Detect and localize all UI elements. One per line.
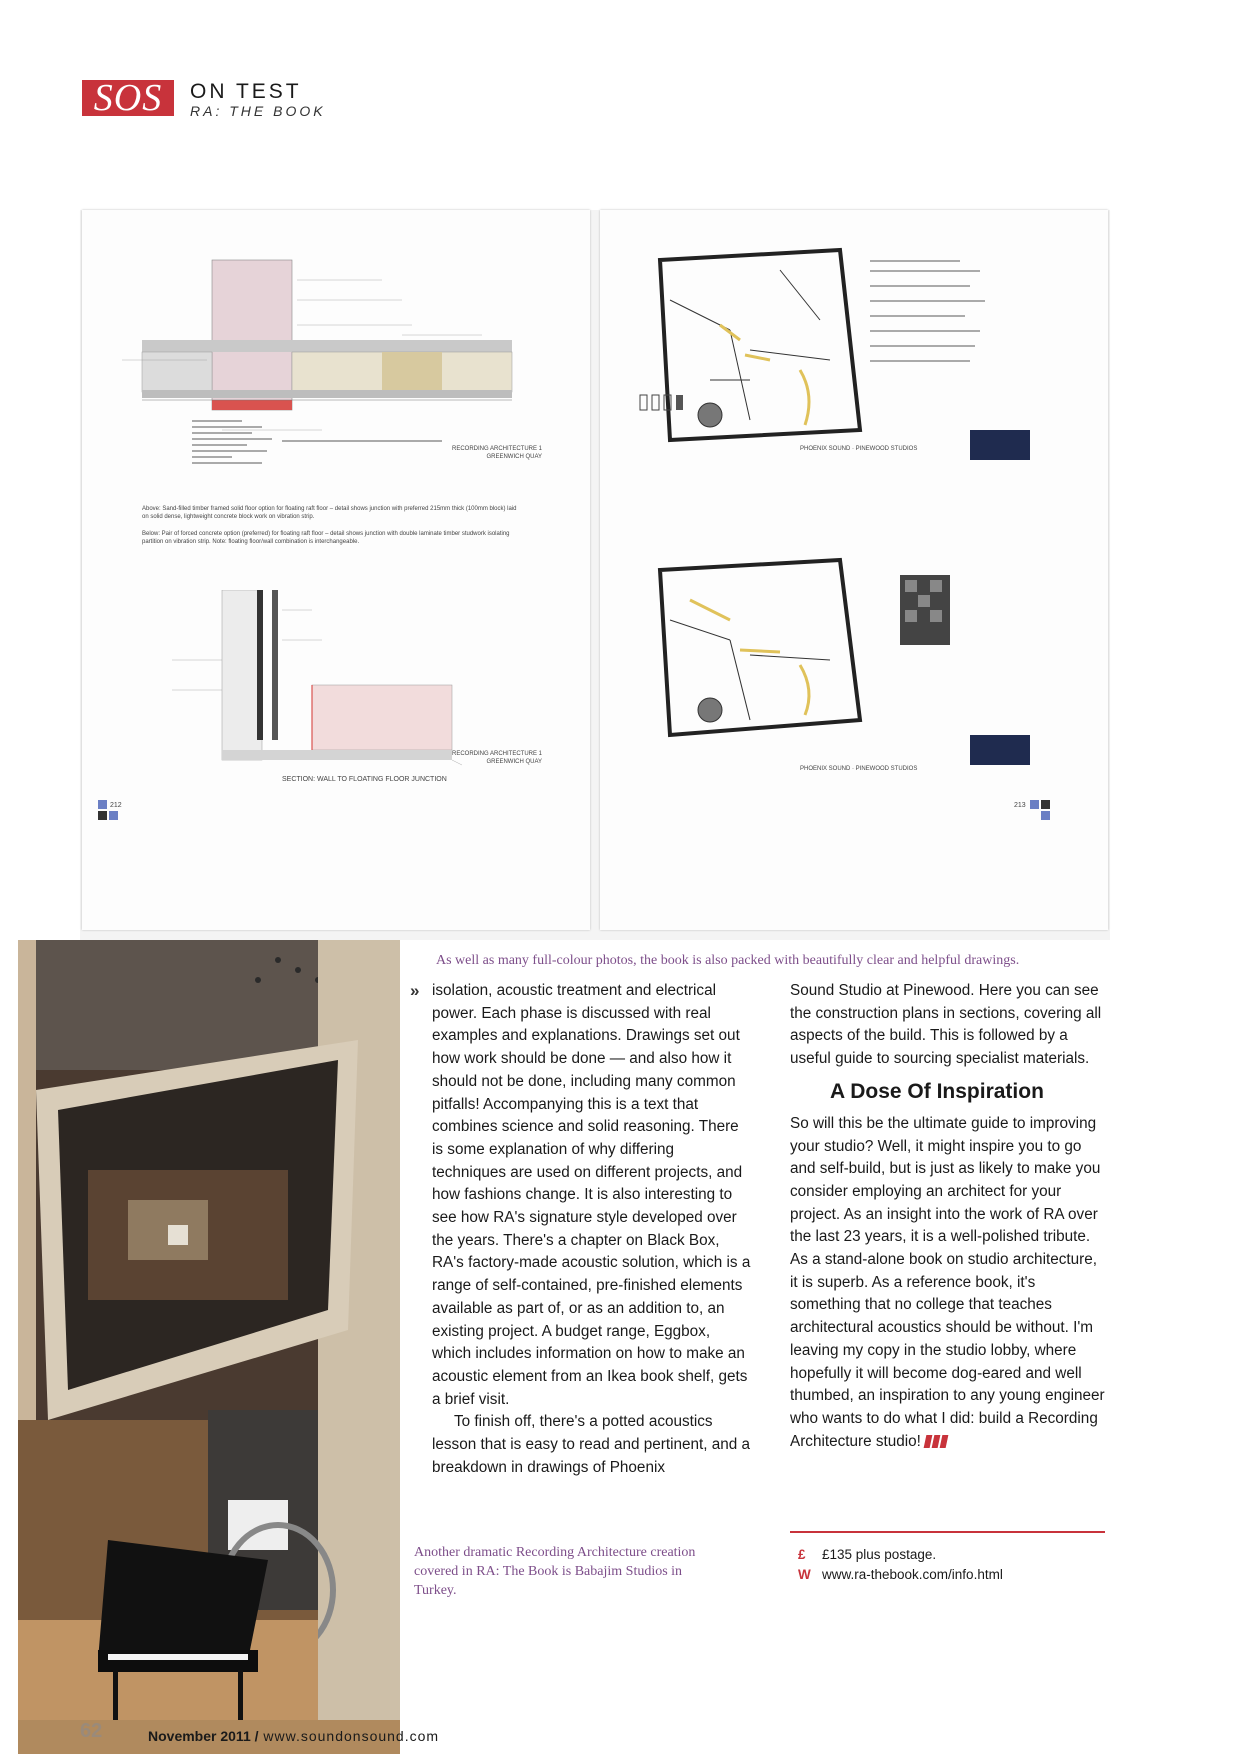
page-folio: 62 — [80, 1720, 103, 1742]
footer-date: November 2011 / — [148, 1728, 259, 1744]
web-line — [798, 1566, 1003, 1584]
footer-site: www.soundonsound.com — [258, 1728, 440, 1744]
price-key: £ — [798, 1547, 806, 1562]
floor-plan-bottom — [600, 540, 1108, 820]
body-paragraph: Sound Studio at Pinewood. Here you can see the construction plans in sections, covering all aspects of the build. This is followed by a useful guide to sourcing specialist materials. — [790, 982, 1102, 1068]
web-link[interactable]: www.ra-thebook.com/info.html — [822, 1567, 1003, 1582]
book-right-page — [600, 210, 1108, 930]
plan-title-bottom: PHOENIX SOUND · PINEWOOD STUDIOS — [800, 766, 918, 772]
body-paragraph-text: So will this be the ultimate guide to improving your studio? Well, it might inspire you to go and self-build, but is just as likely to make you consider employing an architect for your project. As an insight into the work of RA over the last 23 years, it is a well-polished tribute. As a stand-alone book on studio architecture, it is superb. As a reference book, it's something that no college that teaches architectural acoustics should be without. I'm leaving my copy in the studio lobby, where hopefully it will become dog-eared and well thumbed, an inspiration to any young engineer who wants to do what I did: build a Recording Architecture studio! — [790, 1114, 1105, 1450]
right-page-number: 213 — [1014, 802, 1026, 809]
book-spread-image — [80, 210, 1110, 940]
book-left-page — [82, 210, 590, 930]
drawing-credit-bottom: RECORDING ARCHITECTURE 1 GREENWICH QUAY — [452, 751, 543, 765]
left-page-number: 212 — [110, 802, 122, 809]
drawing-credit-top: RECORDING ARCHITECTURE 1 GREENWICH QUAY — [452, 446, 543, 460]
continuation-marker: » — [410, 981, 420, 1000]
drawing-caption-below: Below: Pair of forced concrete option (preferred) for floating raft floor – detail shows junction with double laminate timber studwork isolating partition on vibration strip. Note: floating floor/wall combination is interchangeable. — [142, 531, 510, 545]
end-of-article-icon — [925, 1433, 949, 1456]
sos-logo: SOS — [82, 80, 174, 116]
article-subtitle: RA: THE BOOK — [190, 103, 326, 119]
page-corner-squares — [1030, 800, 1050, 820]
spread-caption: As well as many full-colour photos, the book is also packed with beautifully clear and helpful drawings. — [436, 953, 1020, 968]
section-heading: A Dose Of Inspiration — [830, 1079, 1044, 1103]
construction-drawing-top — [82, 240, 590, 520]
body-paragraph — [790, 1113, 1105, 1456]
section-label: ON TEST — [190, 80, 302, 103]
body-paragraph: To finish off, there's a potted acoustics lesson that is easy to read and pertinent, and a breakdown in drawings of Phoenix — [432, 1413, 751, 1476]
info-divider — [790, 1531, 1105, 1533]
text-column-1 — [432, 980, 752, 1479]
page-footer — [148, 1728, 439, 1744]
web-key: W — [798, 1567, 811, 1582]
drawing-caption-above: Above: Sand-filled timber framed solid floor option for floating raft floor – detail shows junction with preferred 215mm thick (100mm block) laid on solid dense, lightweight concrete block work on vibration strip. — [142, 506, 517, 520]
floor-plan-top — [600, 230, 1108, 530]
text-column-2 — [790, 980, 1105, 1455]
photo-caption: Another dramatic Recording Architecture creation covered in RA: The Book is Babajim Studios in Turkey. — [414, 1545, 696, 1598]
price-text: £135 plus postage. — [822, 1547, 937, 1562]
body-paragraph: isolation, acoustic treatment and electrical power. Each phase is discussed with real examples and explanations. Drawings set out how work should be done — and also how it should not be done, including many common pitfalls! Accompanying this is a text that combines science and solid reasoning. There is some explanation of why differing techniques are used on different projects, and how fashions change. It is also interesting to see how RA's signature style developed over the years. There's a chapter on Black Box, RA's factory-made acoustic solution, which is a range of self-contained, pre-finished elements available as part of, or as an addition to, an existing project. A budget range, Eggbox, which includes information on how to make an acoustic element from an Ikea book shelf, gets a brief visit. — [432, 982, 751, 1408]
plan-title-top: PHOENIX SOUND · PINEWOOD STUDIOS — [800, 446, 918, 452]
price-line — [798, 1546, 936, 1564]
section-title: SECTION: WALL TO FLOATING FLOOR JUNCTION — [282, 776, 447, 783]
babajim-studio-photo — [18, 940, 400, 1754]
